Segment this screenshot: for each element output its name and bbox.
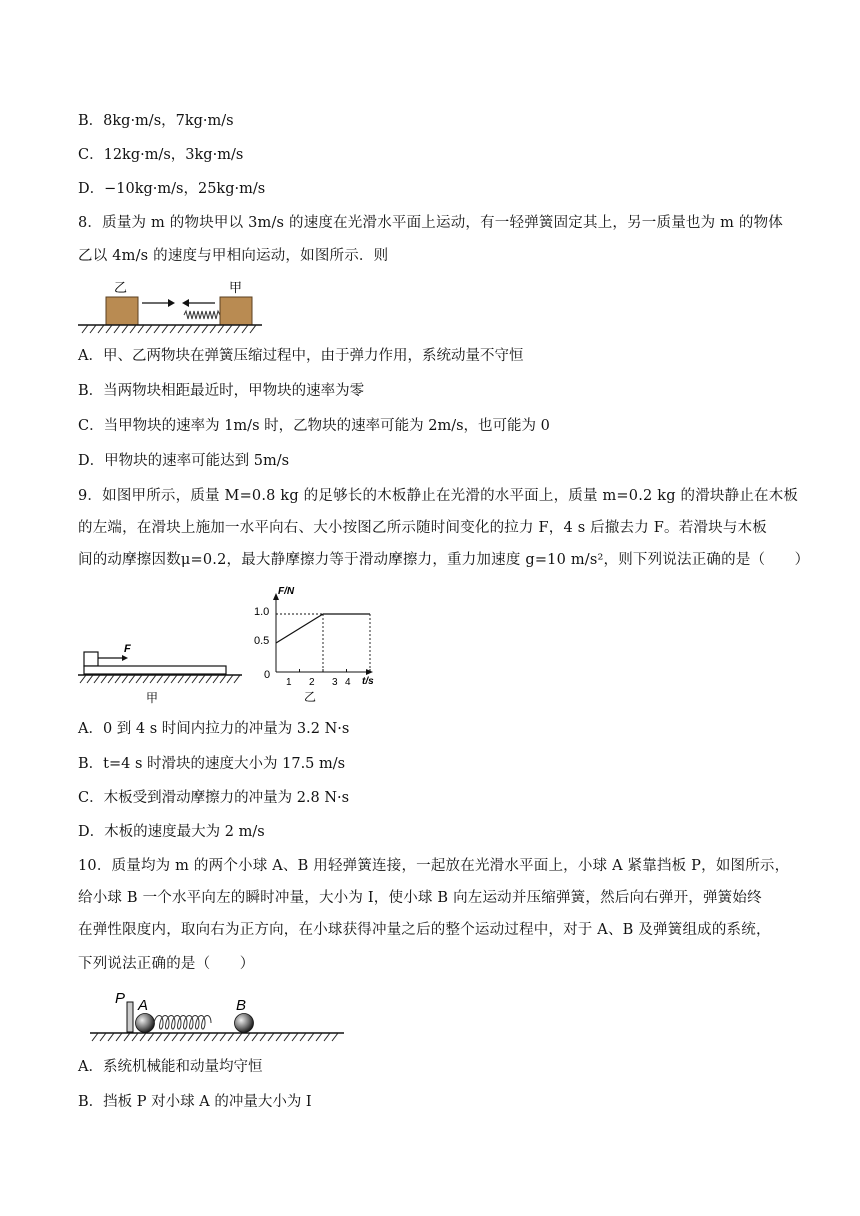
question-9-line-2: 的左端，在滑块上施加一水平向右、大小按图乙所示随时间变化的拉力 F，4 s 后撤去力 F。若滑块与木板: [78, 520, 767, 536]
x-tick-1: 1: [286, 677, 292, 688]
caption-jia: 甲: [146, 691, 159, 705]
question-9-line-3: 间的动摩擦因数μ=0.2，最大静摩擦力等于滑动摩擦力，重力加速度 g=10 m/s²，则下列说法正确的是（ ）: [78, 552, 810, 568]
question-10-line-1: 10．质量均为 m 的两个小球 A、B 用轻弹簧连接，一起放在光滑水平面上，小球 A 紧靠挡板 P，如图所示，: [78, 858, 790, 874]
arrow-yi-head: [168, 299, 175, 307]
label-P: P: [115, 990, 126, 1007]
option-8d: D．甲物块的速率可能达到 5m/s: [78, 453, 290, 469]
spring-jia: [184, 311, 220, 319]
question-10-line-2: 给小球 B 一个水平向左的瞬时冲量，大小为 I，使小球 B 向左运动并压缩弹簧，然后向右弹开，弹簧始终: [78, 890, 762, 906]
plank: [84, 666, 226, 674]
option-8a: A．甲、乙两物块在弹簧压缩过程中，由于弹力作用，系统动量不守恒: [78, 348, 524, 364]
label-F: F: [124, 643, 131, 655]
ball-B: [235, 1014, 254, 1033]
ground-hatch-q9: [80, 675, 240, 683]
label-B: B: [236, 997, 247, 1014]
block-jia: [220, 297, 252, 325]
question-10-line-3: 在弹性限度内，取向右为正方向，在小球获得冲量之后的整个运动过程中，对于 A、B 及弹簧组成的系统，: [78, 922, 771, 938]
caption-yi: 乙: [304, 690, 317, 704]
label-yi: 乙: [114, 280, 128, 295]
spring-AB: [154, 1016, 211, 1030]
option-8prev-d: D．−10kg·m/s，25kg·m/s: [78, 181, 266, 197]
option-8prev-b: B．8kg·m/s，7kg·m/s: [78, 113, 234, 129]
series-segment-1: [276, 614, 323, 643]
x-tick-2: 2: [309, 677, 315, 688]
option-10b: B．挡板 P 对小球 A 的冲量大小为 I: [78, 1094, 312, 1110]
question-8-line-1: 8．质量为 m 的物块甲以 3m/s 的速度在光滑水平面上运动，有一轻弹簧固定其上，另一质量也为 m 的物体: [78, 215, 783, 231]
x-tick-3: 3: [332, 677, 338, 688]
figure-q9-yi-graph: [250, 584, 380, 706]
ground-hatch-q8: [82, 325, 256, 333]
option-9a: A．0 到 4 s 时间内拉力的冲量为 3.2 N·s: [78, 721, 350, 737]
arrow-jia-head: [182, 299, 189, 307]
slider-block: [84, 652, 98, 666]
ground-hatch-q10: [92, 1033, 338, 1041]
block-yi: [106, 297, 138, 325]
figure-q8: [76, 277, 266, 337]
force-arrow-head: [122, 655, 128, 661]
origin-label: 0: [264, 669, 271, 681]
question-10-line-4: 下列说法正确的是（ ）: [78, 956, 255, 972]
ball-A: [136, 1014, 155, 1033]
y-axis-label: F/N: [278, 586, 295, 597]
option-8b: B．当两物块相距最近时，甲物块的速率为零: [78, 383, 365, 399]
board-P: [127, 1002, 133, 1032]
option-9b: B．t=4 s 时滑块的速度大小为 17.5 m/s: [78, 756, 346, 772]
figure-q9-jia: [76, 640, 246, 706]
option-10a: A．系统机械能和动量均守恒: [78, 1059, 263, 1075]
y-tick-0-5: 0.5: [254, 635, 270, 647]
question-9-line-1: 9．如图甲所示，质量 M=0.8 kg 的足够长的木板静止在光滑的水平面上，质量 m=0.2 kg 的滑块静止在木板: [78, 488, 799, 504]
label-jia: 甲: [229, 280, 243, 295]
option-9c: C．木板受到滑动摩擦力的冲量为 2.8 N·s: [78, 790, 350, 806]
option-8c: C．当甲物块的速率为 1m/s 时，乙物块的速率可能为 2m/s，也可能为 0: [78, 418, 550, 434]
x-axis-label: t/s: [362, 676, 374, 687]
x-tick-4: 4: [345, 677, 351, 688]
option-8prev-c: C．12kg·m/s，3kg·m/s: [78, 147, 244, 163]
label-A: A: [138, 997, 149, 1014]
figure-q10: [86, 986, 348, 1046]
question-8-line-2: 乙以 4m/s 的速度与甲相向运动，如图所示．则: [78, 248, 389, 264]
y-tick-1-0: 1.0: [254, 606, 270, 618]
option-9d: D．木板的速度最大为 2 m/s: [78, 824, 265, 840]
